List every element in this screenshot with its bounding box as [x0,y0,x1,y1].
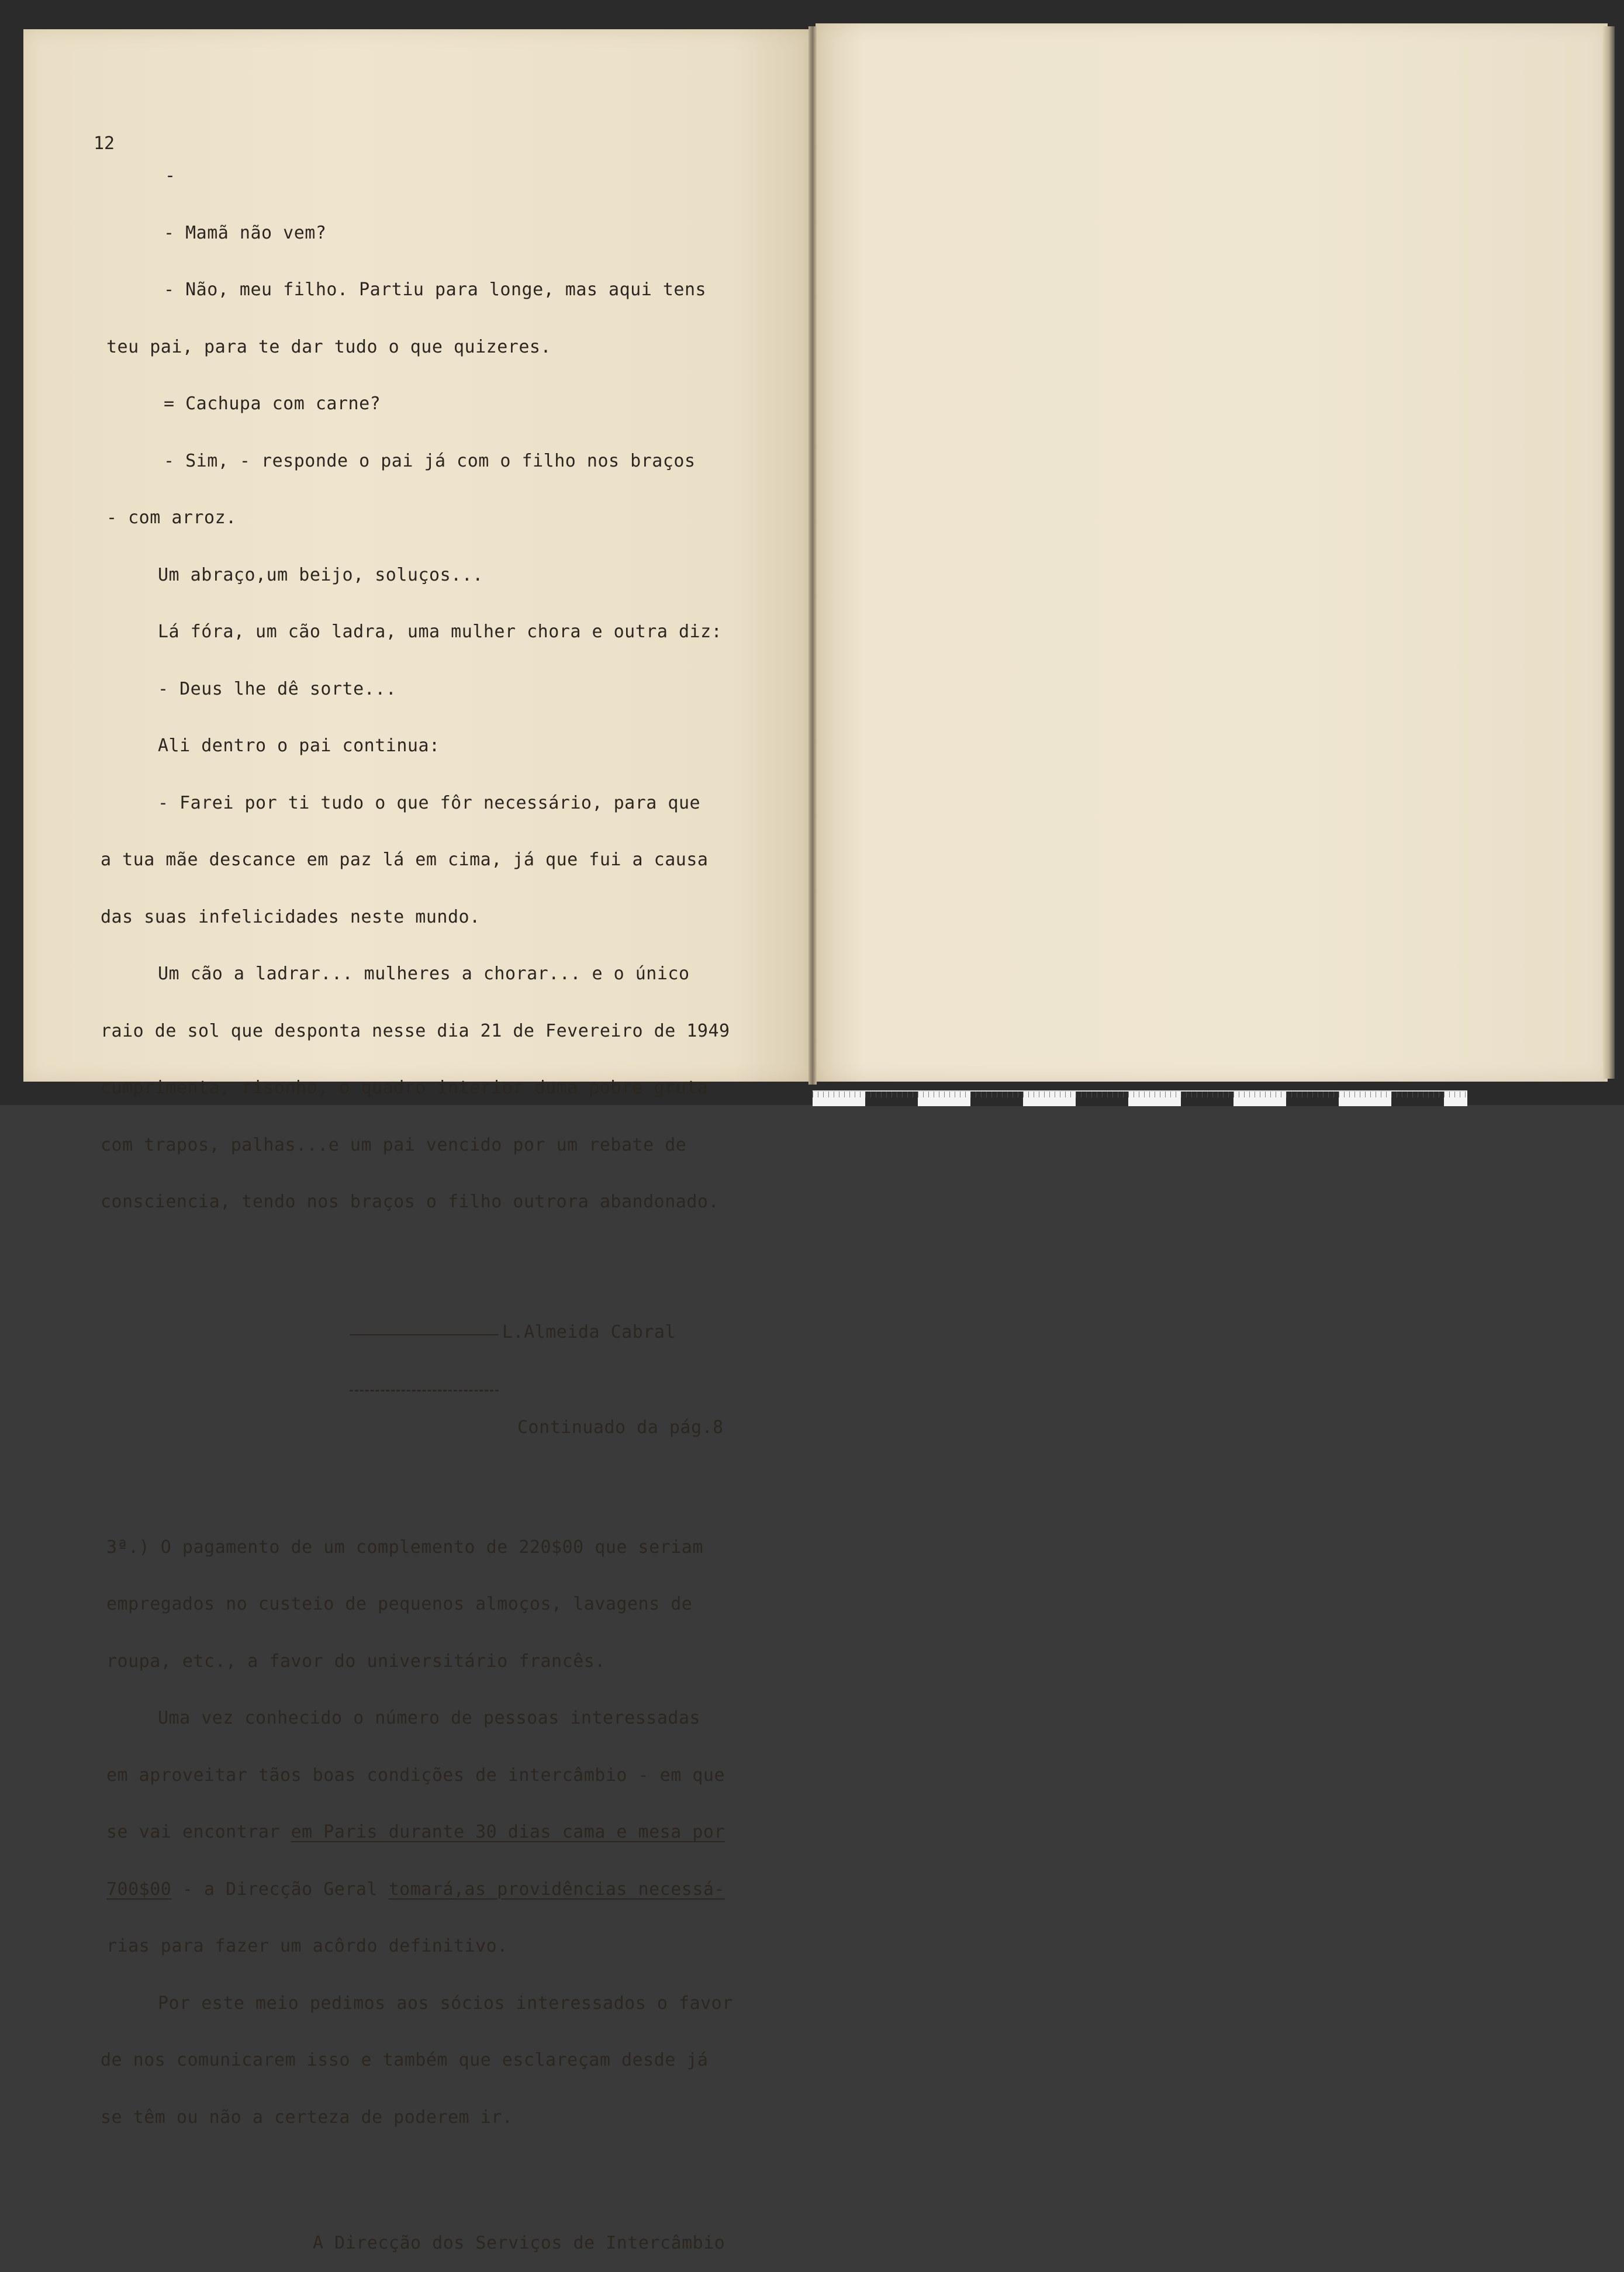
text-line: se têm ou não a certeza de poderem ir. [101,2107,513,2128]
text-line: com trapos, palhas...e um pai vencido por um rebate de [101,1134,687,1155]
text-line: Lá fóra, um cão ladra, uma mulher chora e outra diz: [158,621,723,642]
text-line: - com arroz. [106,507,237,528]
text-line: rias para fazer um acôrdo definitivo. [106,1936,508,1956]
text-line: teu pai, para te dar tudo o que quizeres. [106,336,552,357]
text-line: - Sim, - responde o pai já com o filho nos braços [164,450,696,471]
text-line: empregados no custeio de pequenos almoços, lavagens de [106,1594,693,1614]
text-line: raio de sol que desponta nesse dia 21 de Fevereiro de 1949 [101,1020,730,1041]
text-line: 3ª.) O pagamento de um complemento de 220$00 que seriam [106,1536,703,1558]
text-line: consciencia, tendo nos braços o filho outrora abandonado. [101,1192,720,1212]
continued-note: Continuado da pág.8 [517,1417,724,1438]
text-line: = Cachupa com carne? [164,393,381,414]
text-line: roupa, etc., a favor do universitário francês. [106,1651,606,1672]
signature-line [99,1323,801,1342]
text-line: Por este meio pedimos aos sócios interessados o favor [158,1993,733,2014]
signature-rule [350,1334,499,1335]
text-line [99,1823,801,1842]
text-segment: - a Direcção Geral [171,1879,389,1900]
page-number: 12 [94,133,115,154]
text-line: Ali dentro o pai continua: [158,736,440,756]
text-line: de nos comunicarem isso e também que esclareçam desde já [101,2050,709,2070]
book-gutter [808,26,817,1085]
text-line: - Não, meu filho. Partiu para longe, mas aqui tens [164,279,707,300]
text-line: - [165,165,176,186]
text-line: Um cão a ladrar... mulheres a chorar... e o único [158,964,690,984]
typed-text-body [99,129,801,2272]
text-line: - Farei por ti tudo o que fôr necessário, para que [158,792,701,813]
text-line: Um abraço,um beijo, soluços... [158,564,483,585]
closing-signature: A Direcção dos Serviços de Intercâmbio [313,2232,725,2253]
dashed-rule [350,1390,499,1391]
section-divider [99,1380,801,1400]
underlined-text: 700$00 [106,1879,172,1900]
underlined-text: tomará [388,1879,454,1900]
page-edge [1603,26,1615,1079]
underlined-text: em Paris durante 30 dias cama e mesa por [291,1822,725,1842]
text-line: a tua mãe descance em paz lá em cima, já que fui a causa [101,850,709,870]
underlined-text: ,as providências necessá- [453,1879,725,1900]
ruler-ticks [813,1092,1467,1097]
text-segment: se vai encontrar [106,1822,291,1842]
text-line [99,1880,801,1900]
text-line: das suas infelicidades neste mundo. [101,906,481,927]
text-line: cumprimenta, risonho, o quadro interior duma pobre gruta [101,1078,709,1098]
text-line: - Mamã não vem? [164,222,327,243]
text-line: Uma vez conhecido o número de pessoas interessadas [158,1708,701,1728]
right-page-blank [816,23,1608,1082]
text-line: em aproveitar tãos boas condições de intercâmbio - em que [106,1765,725,1786]
signature: L.Almeida Cabral [502,1322,676,1342]
text-line: - Deus lhe dê sorte... [158,678,397,699]
